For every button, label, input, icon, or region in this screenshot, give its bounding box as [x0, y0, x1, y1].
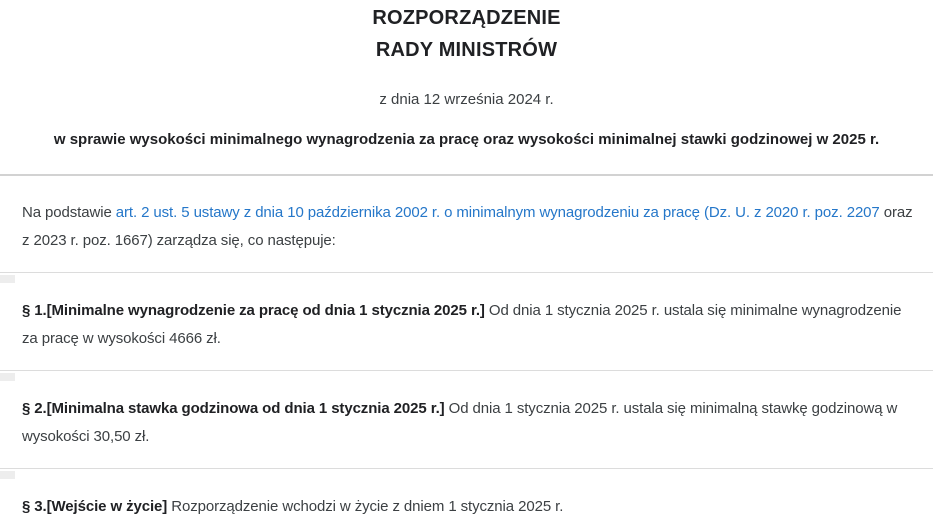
header-divider: [0, 174, 933, 176]
section-body: Rozporządzenie wchodzi w życie z dniem 1 stycznia 2025 r.: [167, 498, 564, 515]
document-date: z dnia 12 września 2024 r.: [379, 91, 554, 108]
section-par-1: [0, 272, 933, 353]
section-paragraph: [0, 297, 933, 353]
section-par-2: [0, 370, 933, 451]
section-par-3: [0, 468, 933, 521]
preamble-suffix: oraz z 2023 r. poz. 1667) zarządza się, co następuje:: [22, 204, 913, 249]
section-heading: § 3.[Wejście w życie]: [22, 498, 168, 515]
section-body: Od dnia 1 stycznia 2025 r. ustala się minimalną stawkę godzinową w wysokości 30,50 zł.: [22, 400, 898, 445]
document-title-line-2: RADY MINISTRÓW: [375, 39, 558, 61]
section-body: Od dnia 1 stycznia 2025 r. ustala się minimalne wynagrodzenie za pracę w wysokości 4666 zł.: [22, 302, 902, 347]
document-title: [0, 2, 933, 66]
document-header: [0, 0, 933, 152]
document-title-line-1: ROZPORZĄDZENIE: [372, 7, 561, 29]
section-heading: § 2.[Minimalna stawka godzinowa od dnia 1 stycznia 2025 r.]: [22, 400, 445, 417]
section-paragraph: [0, 493, 933, 521]
document-subject: w sprawie wysokości minimalnego wynagrodzenia za pracę oraz wysokości minimalnej stawki godzinowej w 2025 r.: [53, 131, 880, 148]
section-heading: § 1.[Minimalne wynagrodzenie za pracę od dnia 1 stycznia 2025 r.]: [22, 302, 485, 319]
legal-basis-link[interactable]: art. 2 ust. 5 ustawy z dnia 10 października 2002 r. o minimalnym wynagrodzeniu za pracę (Dz. U. z 2020 r. poz. 2207: [115, 204, 880, 221]
preamble-paragraph: [0, 199, 933, 255]
preamble-prefix: Na podstawie: [22, 204, 116, 221]
section-paragraph: [0, 395, 933, 451]
